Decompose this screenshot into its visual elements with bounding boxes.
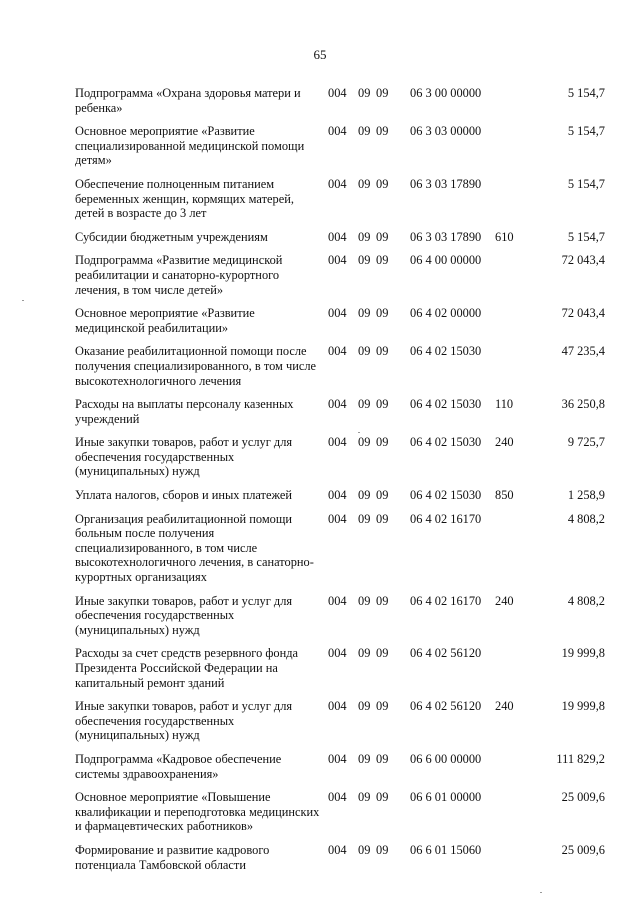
amount: 1 258,9 xyxy=(567,488,605,503)
target-article-code: 06 4 02 56120 xyxy=(410,699,482,714)
table-row xyxy=(75,435,605,479)
subsection-code: 09 xyxy=(376,435,389,450)
section-code: 09 xyxy=(358,229,371,244)
table-row xyxy=(75,488,605,503)
subsection-code: 09 xyxy=(376,511,389,526)
target-article-code: 06 4 02 56120 xyxy=(410,646,482,661)
table-row xyxy=(75,752,605,781)
section-code: 09 xyxy=(358,593,371,608)
amount: 19 999,8 xyxy=(561,699,605,714)
row-name: Обеспечение полноценным питанием беременных женщин, кормящих матерей, детей в возрасте до 3 лет xyxy=(75,176,294,221)
target-article-code: 06 3 00 00000 xyxy=(410,86,482,100)
table-row xyxy=(75,512,605,585)
expense-type-code: 240 xyxy=(495,593,514,608)
amount: 4 808,2 xyxy=(567,511,605,526)
expense-type-code: 110 xyxy=(495,397,514,412)
amount: 111 829,2 xyxy=(556,751,605,766)
amount: 5 154,7 xyxy=(567,229,605,244)
scan-speck xyxy=(22,300,24,301)
dept-code: 004 xyxy=(328,593,347,608)
subsection-code: 09 xyxy=(376,842,389,857)
amount: 72 043,4 xyxy=(561,306,605,321)
subsection-code: 09 xyxy=(376,751,389,766)
amount: 5 154,7 xyxy=(567,176,605,191)
section-code: 09 xyxy=(358,344,371,359)
target-article-code: 06 6 00 00000 xyxy=(410,751,482,766)
subsection-code: 09 xyxy=(376,699,389,714)
section-code: 09 xyxy=(358,790,371,805)
row-name: Иные закупки товаров, работ и услуг для обеспечения государственных (муниципальных) нужд xyxy=(75,435,293,479)
amount: 19 999,8 xyxy=(561,646,605,661)
dept-code: 004 xyxy=(328,306,347,321)
section-code: 09 xyxy=(358,124,371,139)
table-row xyxy=(75,790,605,834)
amount: 47 235,4 xyxy=(561,344,605,359)
amount: 25 009,6 xyxy=(561,790,605,805)
row-name: Расходы за счет средств резервного фонда Президента Российской Федерации на капитальный ремонт зданий xyxy=(75,646,299,690)
table-row xyxy=(75,344,605,388)
target-article-code: 06 4 02 15030 xyxy=(410,435,482,450)
dept-code: 004 xyxy=(328,344,347,359)
section-code: 09 xyxy=(358,397,371,412)
dept-code: 004 xyxy=(328,488,347,503)
target-article-code: 06 6 01 15060 xyxy=(410,842,482,857)
target-article-code: 06 4 02 15030 xyxy=(410,397,482,412)
section-code: 09 xyxy=(358,306,371,321)
dept-code: 004 xyxy=(328,751,347,766)
table-row xyxy=(75,646,605,690)
target-article-code: 06 6 01 00000 xyxy=(410,790,482,805)
amount: 72 043,4 xyxy=(561,253,605,268)
row-name: Основное мероприятие «Повышение квалификации и переподготовка медицинских и фармацевтических работников» xyxy=(75,790,320,834)
subsection-code: 09 xyxy=(376,488,389,503)
table-row xyxy=(75,594,605,638)
row-name: Формирование и развитие кадрового потенциала Тамбовской области xyxy=(75,842,270,872)
dept-code: 004 xyxy=(328,229,347,244)
section-code: 09 xyxy=(358,435,371,450)
scan-speck xyxy=(358,432,360,433)
row-name: Иные закупки товаров, работ и услуг для обеспечения государственных (муниципальных) нужд xyxy=(75,593,293,637)
dept-code: 004 xyxy=(328,176,347,191)
subsection-code: 09 xyxy=(376,646,389,661)
row-name: Иные закупки товаров, работ и услуг для обеспечения государственных (муниципальных) нужд xyxy=(75,699,293,743)
section-code: 09 xyxy=(358,488,371,503)
subsection-code: 09 xyxy=(376,790,389,805)
target-article-code: 06 4 02 00000 xyxy=(410,306,482,321)
table-row xyxy=(75,86,605,115)
row-name: Субсидии бюджетным учреждениям xyxy=(75,229,268,244)
table-row xyxy=(75,230,605,245)
section-code: 09 xyxy=(358,842,371,857)
row-name: Основное мероприятие «Развитие медицинской реабилитации» xyxy=(75,306,255,335)
row-name: Оказание реабилитационной помощи после получения специализированного, в том числе высокотехнологичного лечения xyxy=(75,344,317,388)
target-article-code: 06 3 03 17890 xyxy=(410,176,482,191)
table-row xyxy=(75,306,605,335)
page-number: 65 xyxy=(313,47,327,62)
table-row xyxy=(75,699,605,743)
expense-type-code: 240 xyxy=(495,699,514,714)
expense-type-code: 240 xyxy=(495,435,514,450)
dept-code: 004 xyxy=(328,86,347,100)
budget-table xyxy=(75,86,605,881)
subsection-code: 09 xyxy=(376,306,389,321)
dept-code: 004 xyxy=(328,790,347,805)
expense-type-code: 850 xyxy=(495,488,514,503)
amount: 5 154,7 xyxy=(567,124,605,139)
dept-code: 004 xyxy=(328,646,347,661)
section-code: 09 xyxy=(358,646,371,661)
dept-code: 004 xyxy=(328,253,347,268)
amount: 25 009,6 xyxy=(561,842,605,857)
amount: 5 154,7 xyxy=(567,86,605,100)
subsection-code: 09 xyxy=(376,593,389,608)
dept-code: 004 xyxy=(328,435,347,450)
dept-code: 004 xyxy=(328,842,347,857)
row-name: Организация реабилитационной помощи больным после получения специализированного, в том числе высокотехнологичного лечения, в санаторно-курортных организациях xyxy=(75,511,314,585)
subsection-code: 09 xyxy=(376,229,389,244)
amount: 4 808,2 xyxy=(567,593,605,608)
section-code: 09 xyxy=(358,511,371,526)
amount: 36 250,8 xyxy=(561,397,605,412)
table-row xyxy=(75,397,605,426)
target-article-code: 06 4 02 16170 xyxy=(410,511,482,526)
row-name: Расходы на выплаты персоналу казенных учреждений xyxy=(75,397,294,426)
target-article-code: 06 3 03 00000 xyxy=(410,124,482,139)
subsection-code: 09 xyxy=(376,397,389,412)
dept-code: 004 xyxy=(328,124,347,139)
row-name: Подпрограмма «Кадровое обеспечение системы здравоохранения» xyxy=(75,751,282,781)
row-name: Основное мероприятие «Развитие специализированной медицинской помощи детям» xyxy=(75,124,305,168)
section-code: 09 xyxy=(358,699,371,714)
subsection-code: 09 xyxy=(376,124,389,139)
target-article-code: 06 4 00 00000 xyxy=(410,253,482,268)
target-article-code: 06 4 02 15030 xyxy=(410,488,482,503)
subsection-code: 09 xyxy=(376,344,389,359)
dept-code: 004 xyxy=(328,699,347,714)
target-article-code: 06 4 02 16170 xyxy=(410,593,482,608)
subsection-code: 09 xyxy=(376,176,389,191)
section-code: 09 xyxy=(358,86,371,100)
subsection-code: 09 xyxy=(376,253,389,268)
row-name: Подпрограмма «Развитие медицинской реабилитации и санаторно-курортного лечения, в том числе детей» xyxy=(75,253,283,297)
dept-code: 004 xyxy=(328,511,347,526)
section-code: 09 xyxy=(358,176,371,191)
subsection-code: 09 xyxy=(376,86,389,100)
amount: 9 725,7 xyxy=(567,435,605,450)
row-name: Подпрограмма «Охрана здоровья матери и ребенка» xyxy=(75,86,301,115)
scan-speck xyxy=(540,892,542,893)
section-code: 09 xyxy=(358,751,371,766)
dept-code: 004 xyxy=(328,397,347,412)
table-row xyxy=(75,843,605,872)
table-row xyxy=(75,124,605,168)
table-row xyxy=(75,177,605,221)
row-name: Уплата налогов, сборов и иных платежей xyxy=(75,488,293,503)
section-code: 09 xyxy=(358,253,371,268)
target-article-code: 06 4 02 15030 xyxy=(410,344,482,359)
expense-type-code: 610 xyxy=(495,229,514,244)
table-row xyxy=(75,253,605,297)
target-article-code: 06 3 03 17890 xyxy=(410,229,482,244)
